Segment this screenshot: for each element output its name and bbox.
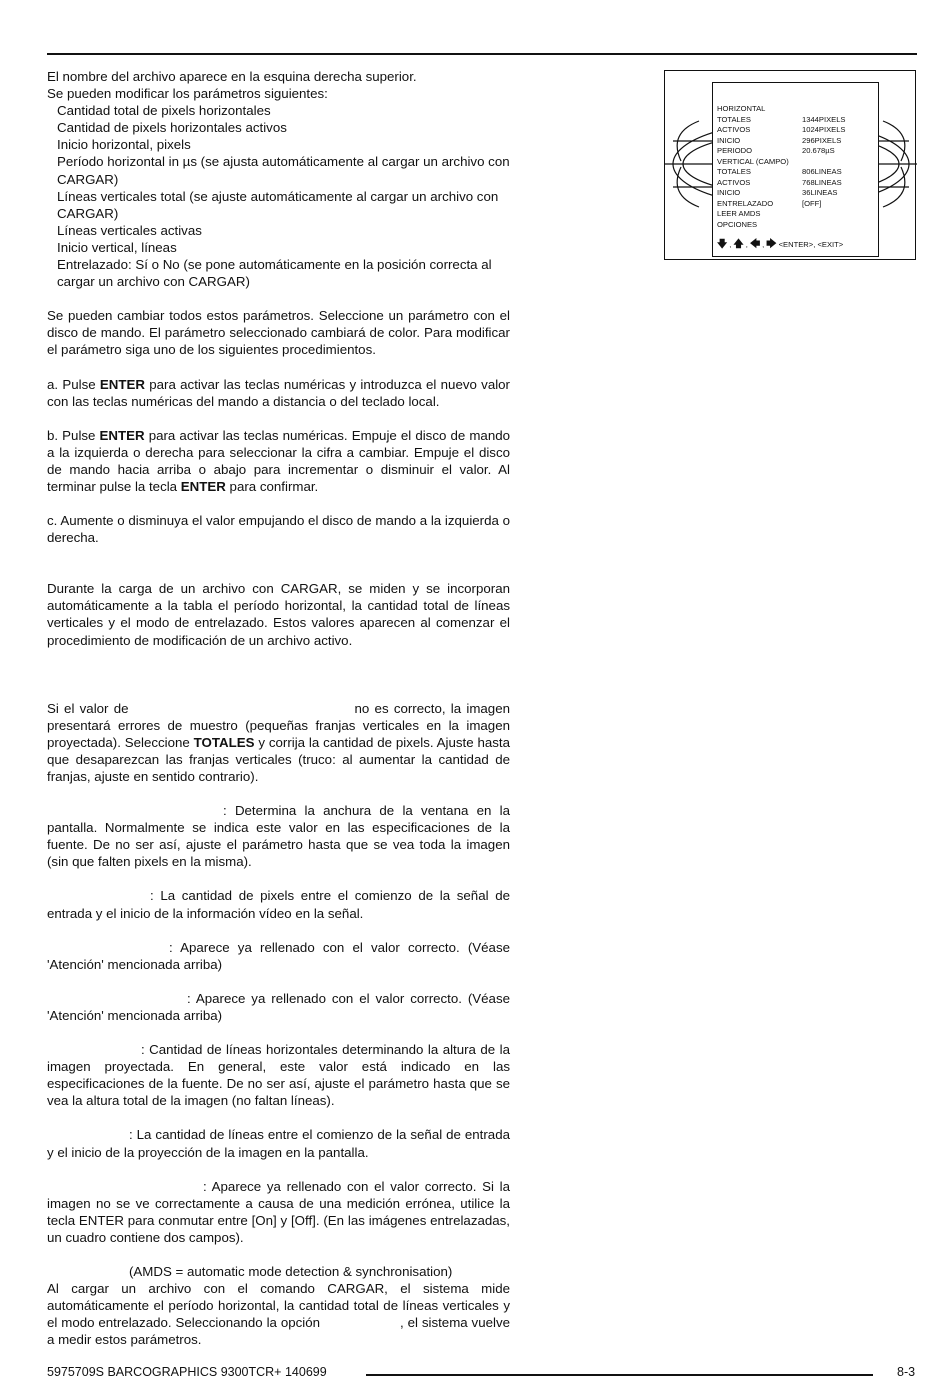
page-number: 8-3	[897, 1365, 916, 1379]
arrow-up-icon: 🡅	[733, 238, 744, 250]
arrow-left-icon: 🡄	[749, 238, 761, 250]
main-text-column	[47, 68, 510, 1348]
menu-row[interactable]: INICIO 36LINEAS	[717, 188, 838, 197]
param-item: Período horizontal in µs (se ajusta automáticamente al cargar un archivo con CARGAR)	[57, 154, 510, 187]
menu-row[interactable]: INICIO 296PIXELS	[717, 135, 842, 145]
paragraph-a: a. Pulse ENTER para activar las teclas numéricas y introduzca el nuevo valor con las teclas numéricas del mando a distancia o del teclado local.	[47, 376, 510, 409]
paragraph-load: Durante la carga de un archivo con CARGAR, se miden y se incorporan automáticamente a la tabla el período horizontal, la cantidad total de líneas verticales y el modo de entrelazado. Estos valores aparecen al comenzar el procedimiento de modificación de un archivo activo.	[47, 581, 510, 648]
arrow-right-icon: 🡆	[766, 238, 777, 250]
arrow-down-icon: 🡇	[717, 238, 728, 250]
paragraph-vertical-inicio: : La cantidad de líneas entre el comienzo de la señal de entrada y el inicio de la proyección de la imagen en la pantalla.	[47, 1127, 510, 1160]
param-item: Entrelazado: Sí o No (se pone automáticamente en la posición correcta al cargar un archivo con CARGAR)	[57, 257, 492, 290]
paragraph-change: Se pueden cambiar todos estos parámetros. Seleccione un parámetro con el disco de mando. El parámetro seleccionado cambiará de color. Para modificar el parámetro siga uno de los siguientes procedimientos.	[47, 308, 510, 358]
paragraph-inicio: : La cantidad de pixels entre el comienzo de la señal de entrada y el inicio de la información vídeo en la señal.	[47, 888, 510, 921]
param-item: Líneas verticales total (se ajuste automáticamente al cargar un archivo con CARGAR)	[57, 188, 499, 221]
param-item: Inicio horizontal, pixels	[57, 137, 191, 153]
top-rule	[47, 53, 917, 55]
enter-exit-hint: <ENTER>, <EXIT>	[778, 239, 844, 249]
menu-row[interactable]: ENTRELAZADO [OFF]	[717, 198, 822, 208]
menu-row[interactable]: ACTIVOS 1024PIXELS	[717, 125, 846, 134]
menu-row[interactable]: LEER AMDS	[717, 209, 761, 218]
menu-key-hints: 🡇 , 🡅 , 🡄 , 🡆 <ENTER>, <EXIT>	[717, 238, 844, 250]
paragraph-amds-heading: (AMDS = automatic mode detection & synchronisation)	[129, 1263, 453, 1279]
menu-row[interactable]: VERTICAL (CAMPO)	[717, 156, 789, 166]
intro-line-2: Se pueden modificar los parámetros siguientes:	[47, 86, 328, 102]
menu-row[interactable]: HORIZONTAL	[717, 104, 766, 113]
param-item: Cantidad total de pixels horizontales	[57, 103, 271, 119]
paragraph-amds: Al cargar un archivo con el comando CARGAR, el sistema mide automáticamente el período horizontal, la cantidad total de líneas verticales y el modo entrelazado. Seleccionando la opción , el sistema vuelve a medir estos parámetros.	[47, 1281, 510, 1348]
paragraph-vertical-totales: : Aparece ya rellenado con el valor correcto. (Véase 'Atención' mencionada arriba)	[47, 990, 510, 1023]
paragraph-activos: : Determina la anchura de la ventana en la pantalla. Normalmente se indica este valor en las especificaciones de la fuente. De no ser así, ajuste el parámetro hasta que se vea toda la imagen (sin que falten pixels en la misma).	[47, 803, 510, 870]
menu-figure	[664, 70, 916, 260]
menu-row[interactable]: OPCIONES	[717, 219, 758, 229]
param-item: Líneas verticales activas	[57, 222, 202, 238]
param-item: Cantidad de pixels horizontales activos	[57, 120, 287, 136]
menu-row[interactable]: TOTALES 1344PIXELS	[717, 114, 846, 124]
paragraph-totales: Si el valor de no es correcto, la imagen presentará errores de muestro (pequeñas franjas verticales en la imagen proyectada). Seleccione TOTALES y corrija la cantidad de pixels. Ajuste hasta que desaparezcan las franjas verticales (truco: al aumentar la cantidad de franjas, ajuste en sentido contrario).	[47, 700, 510, 784]
param-item: Inicio vertical, líneas	[57, 239, 177, 255]
paragraph-c: c. Aumente o disminuya el valor empujando el disco de mando a la izquierda o derecha.	[47, 513, 510, 546]
paragraph-periodo: : Aparece ya rellenado con el valor correcto. (Véase 'Atención' mencionada arriba)	[47, 939, 510, 972]
footer-doc-id: 5975709S BARCOGRAPHICS 9300TCR+ 140699	[47, 1365, 327, 1379]
paragraph-entrelazado: : Aparece ya rellenado con el valor correcto. Si la imagen no se ve correctamente a causa de una medición errónea, utilice la tecla ENTER para conmutar entre [On] y [Off]. (En las imágenes entrelazadas, un cuadro contiene dos campos).	[47, 1178, 510, 1245]
adjust-menu	[712, 82, 879, 257]
footer-rule	[366, 1374, 873, 1376]
paragraph-vertical-activos: : Cantidad de líneas horizontales determinando la altura de la imagen proyectada. En general, este valor está indicado en las especificaciones de la fuente. De no ser así, ajuste el parámetro hasta que se vea la altura total de la imagen (no faltan líneas).	[47, 1042, 510, 1109]
intro-line-1: El nombre del archivo aparece en la esquina derecha superior.	[47, 69, 417, 84]
menu-row[interactable]: TOTALES 806LINEAS	[717, 167, 842, 176]
menu-row[interactable]: ACTIVOS 768LINEAS	[717, 177, 842, 187]
menu-row[interactable]: PERIODO 20.678µS	[717, 146, 835, 155]
paragraph-b: b. Pulse ENTER para activar las teclas numéricas. Empuje el disco de mando a la izquierda o derecha para seleccionar la cifra a cambiar. Empuje el disco de mando hacia arriba o abajo para incrementar o disminuir el valor. Al terminar pulse la tecla ENTER para confirmar.	[47, 427, 511, 494]
